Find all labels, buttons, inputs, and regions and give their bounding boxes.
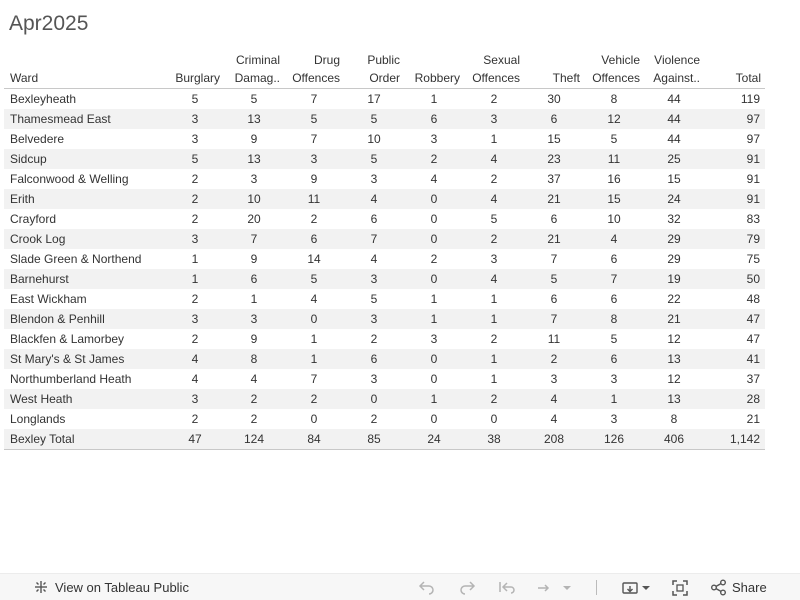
value-cell: 0 <box>430 371 438 386</box>
value-cell: 84 <box>284 429 344 450</box>
value-cell: 3 <box>166 389 224 409</box>
value-cell: 24 <box>404 429 464 450</box>
value-cell: 4 <box>524 389 584 409</box>
value-cell: 0 <box>284 309 344 329</box>
value-cell: 126 <box>584 429 644 450</box>
value-cell: 3 <box>550 371 558 386</box>
column-header-line2: Robbery <box>414 70 460 85</box>
value-cell: 1 <box>284 349 344 369</box>
value-cell: 17 <box>367 91 381 106</box>
value-cell: 5 <box>284 269 344 289</box>
value-cell: 3 <box>464 109 524 129</box>
value-cell: 5 <box>166 149 224 169</box>
fullscreen-button[interactable] <box>671 579 689 597</box>
value-cell: 4 <box>464 189 524 209</box>
column-header-line1: Violence <box>654 52 700 67</box>
ward-name-cell: Sidcup <box>4 149 166 169</box>
column-header-line2: Damag.. <box>234 70 280 85</box>
crime-table <box>4 50 765 450</box>
column-header-line1 <box>170 51 220 69</box>
value-cell: 10 <box>367 131 381 146</box>
value-cell: 29 <box>644 229 704 249</box>
value-cell: 1 <box>430 291 438 306</box>
value-cell: 3 <box>370 171 378 186</box>
column-header-line1 <box>528 51 580 69</box>
value-cell: 0 <box>430 411 438 426</box>
table-row[interactable] <box>4 309 765 329</box>
column-header-line1 <box>408 51 460 69</box>
download-icon <box>621 580 651 596</box>
value-cell: 208 <box>524 429 584 450</box>
column-header-line1: Criminal <box>235 52 280 67</box>
table-row[interactable] <box>4 329 765 349</box>
value-cell: 5 <box>610 331 618 346</box>
undo-button[interactable] <box>418 579 436 597</box>
value-cell: 11 <box>284 189 344 209</box>
revert-button[interactable] <box>498 579 516 597</box>
table-header-row <box>4 50 765 88</box>
value-cell: 44 <box>667 91 681 106</box>
value-cell: 2 <box>404 149 464 169</box>
value-cell: 11 <box>547 331 561 346</box>
value-cell: 3 <box>191 131 199 146</box>
total-cell: 37 <box>746 371 760 386</box>
value-cell: 2 <box>464 389 524 409</box>
value-cell: 7 <box>344 229 404 249</box>
value-cell: 8 <box>224 349 284 369</box>
ward-name-cell: Blackfen & Lamorbey <box>10 331 125 346</box>
column-header[interactable] <box>404 50 464 88</box>
column-header[interactable] <box>584 50 644 88</box>
value-cell: 44 <box>667 131 681 146</box>
value-cell: 7 <box>224 229 284 249</box>
value-cell: 6 <box>344 349 404 369</box>
value-cell: 24 <box>644 189 704 209</box>
refresh-icon <box>536 580 554 596</box>
value-cell: 1 <box>490 131 498 146</box>
table-row[interactable] <box>4 369 765 389</box>
value-cell: 0 <box>490 411 498 426</box>
total-cell: 91 <box>704 189 765 209</box>
fullscreen-icon <box>671 579 689 597</box>
value-cell: 1 <box>310 331 318 346</box>
table-row[interactable] <box>4 269 765 289</box>
ward-name-cell: Barnehurst <box>4 269 166 289</box>
column-header-line2: Burglary <box>175 70 220 85</box>
value-cell: 9 <box>250 131 258 146</box>
value-cell: 6 <box>550 291 558 306</box>
column-header-line2: Ward <box>10 70 39 85</box>
page-title: Apr2025 <box>9 12 89 35</box>
column-header-line2: Against.. <box>653 70 700 85</box>
column-header[interactable] <box>464 50 524 88</box>
value-cell: 3 <box>166 109 224 129</box>
value-cell: 5 <box>284 109 344 129</box>
value-cell: 5 <box>610 131 618 146</box>
ward-name-cell: Bexley Total <box>4 429 166 450</box>
value-cell: 1 <box>584 389 644 409</box>
value-cell: 7 <box>310 371 318 386</box>
column-header[interactable] <box>224 50 284 88</box>
value-cell: 5 <box>524 269 584 289</box>
value-cell: 4 <box>550 411 558 426</box>
value-cell: 4 <box>464 269 524 289</box>
value-cell: 0 <box>310 411 318 426</box>
column-header-line2: Offences <box>592 70 640 85</box>
value-cell: 9 <box>250 331 258 346</box>
column-header-line2: Theft <box>552 70 580 85</box>
column-header-line1: Vehicle <box>601 52 640 67</box>
value-cell: 7 <box>310 91 318 106</box>
value-cell: 3 <box>250 171 258 186</box>
value-cell: 3 <box>224 309 284 329</box>
value-cell: 5 <box>250 91 258 106</box>
value-cell: 6 <box>610 291 618 306</box>
value-cell: 9 <box>310 171 318 186</box>
ward-name-cell: Erith <box>4 189 166 209</box>
table-row[interactable] <box>4 88 765 109</box>
ward-name-cell: Belvedere <box>10 131 65 146</box>
column-header-line1 <box>10 51 162 69</box>
value-cell: 1 <box>430 91 438 106</box>
total-cell: 47 <box>704 309 765 329</box>
value-cell: 2 <box>310 211 318 226</box>
value-cell: 32 <box>667 211 681 226</box>
share-button[interactable] <box>710 579 767 596</box>
total-cell: 1,142 <box>704 429 765 450</box>
value-cell: 2 <box>191 291 199 306</box>
table-row[interactable] <box>4 149 765 169</box>
ward-name-cell: Blendon & Penhill <box>4 309 166 329</box>
value-cell: 2 <box>191 211 199 226</box>
value-cell: 3 <box>430 331 438 346</box>
value-cell: 2 <box>224 389 284 409</box>
column-header-line2: Offences <box>292 70 340 85</box>
column-header[interactable] <box>284 50 344 88</box>
value-cell: 406 <box>644 429 704 450</box>
table-row[interactable] <box>4 209 765 229</box>
value-cell: 4 <box>370 251 378 266</box>
total-cell: 28 <box>704 389 765 409</box>
value-cell: 3 <box>344 269 404 289</box>
value-cell: 2 <box>370 411 378 426</box>
value-cell: 4 <box>584 229 644 249</box>
value-cell: 10 <box>607 211 621 226</box>
value-cell: 6 <box>610 251 618 266</box>
value-cell: 6 <box>524 109 584 129</box>
column-header-line1: Public <box>367 52 400 67</box>
ward-name-cell: Longlands <box>10 411 66 426</box>
total-cell: 47 <box>746 331 760 346</box>
value-cell: 3 <box>344 309 404 329</box>
value-cell: 44 <box>644 109 704 129</box>
value-cell: 23 <box>524 149 584 169</box>
value-cell: 3 <box>370 371 378 386</box>
value-cell: 21 <box>644 309 704 329</box>
value-cell: 0 <box>404 189 464 209</box>
value-cell: 37 <box>547 171 561 186</box>
value-cell: 85 <box>344 429 404 450</box>
column-header-line2: Total <box>735 70 761 85</box>
value-cell: 6 <box>284 229 344 249</box>
value-cell: 13 <box>224 109 284 129</box>
ward-name-cell: Bexleyheath <box>10 91 77 106</box>
table-row[interactable] <box>4 349 765 369</box>
column-header-ward[interactable] <box>4 50 166 88</box>
value-cell: 2 <box>370 331 378 346</box>
value-cell: 1 <box>404 309 464 329</box>
toolbar-divider <box>596 580 597 595</box>
value-cell: 15 <box>547 131 561 146</box>
value-cell: 2 <box>191 171 199 186</box>
value-cell: 4 <box>191 371 199 386</box>
value-cell: 124 <box>224 429 284 450</box>
value-cell: 21 <box>524 189 584 209</box>
total-cell: 91 <box>704 149 765 169</box>
table-body <box>4 88 765 449</box>
column-header[interactable] <box>524 50 584 88</box>
value-cell: 11 <box>584 149 644 169</box>
value-cell: 19 <box>644 269 704 289</box>
value-cell: 4 <box>166 349 224 369</box>
value-cell: 16 <box>607 171 621 186</box>
ward-name-cell: Crook Log <box>4 229 166 249</box>
ward-name-cell: East Wickham <box>10 291 87 306</box>
total-cell: 41 <box>704 349 765 369</box>
ward-name-cell: St Mary's & St James <box>4 349 166 369</box>
total-cell: 50 <box>704 269 765 289</box>
column-header-line1 <box>708 51 761 69</box>
column-header-line1: Sexual <box>483 52 520 67</box>
total-cell: 83 <box>746 211 760 226</box>
total-cell: 91 <box>746 171 760 186</box>
ward-name-cell: Falconwood & Welling <box>10 171 129 186</box>
value-cell: 6 <box>404 109 464 129</box>
view-on-tableau-public-link[interactable] <box>33 579 189 595</box>
value-cell: 1 <box>404 389 464 409</box>
value-cell: 1 <box>166 269 224 289</box>
table-row[interactable] <box>4 169 765 189</box>
value-cell: 13 <box>644 389 704 409</box>
value-cell: 13 <box>644 349 704 369</box>
value-cell: 20 <box>247 211 261 226</box>
value-cell: 13 <box>224 149 284 169</box>
value-cell: 1 <box>464 309 524 329</box>
ward-name-cell: Thamesmead East <box>4 109 166 129</box>
table-row[interactable] <box>4 189 765 209</box>
value-cell: 7 <box>524 309 584 329</box>
value-cell: 6 <box>370 211 378 226</box>
value-cell: 0 <box>344 389 404 409</box>
value-cell: 3 <box>610 411 618 426</box>
table-row[interactable] <box>4 249 765 269</box>
value-cell: 4 <box>464 149 524 169</box>
column-header-line2: Offences <box>472 70 520 85</box>
value-cell: 1 <box>250 291 258 306</box>
value-cell: 9 <box>250 251 258 266</box>
total-cell: 79 <box>704 229 765 249</box>
value-cell: 1 <box>464 349 524 369</box>
value-cell: 5 <box>370 291 378 306</box>
value-cell: 5 <box>490 211 498 226</box>
chevron-down-icon <box>562 584 572 592</box>
redo-icon <box>458 580 476 596</box>
value-cell: 1 <box>490 291 498 306</box>
value-cell: 3 <box>430 131 438 146</box>
value-cell: 4 <box>344 189 404 209</box>
value-cell: 38 <box>464 429 524 450</box>
value-cell: 3 <box>166 309 224 329</box>
download-button[interactable] <box>620 579 652 597</box>
value-cell: 4 <box>250 371 258 386</box>
value-cell: 3 <box>166 229 224 249</box>
value-cell: 2 <box>490 171 498 186</box>
value-cell: 30 <box>547 91 561 106</box>
value-cell: 8 <box>610 91 618 106</box>
value-cell: 2 <box>490 331 498 346</box>
table-row[interactable] <box>4 409 765 429</box>
value-cell: 10 <box>224 189 284 209</box>
column-header-line1: Drug <box>313 52 340 67</box>
value-cell: 6 <box>224 269 284 289</box>
value-cell: 15 <box>667 171 681 186</box>
value-cell: 15 <box>584 189 644 209</box>
value-cell: 2 <box>284 389 344 409</box>
value-cell: 0 <box>404 229 464 249</box>
total-cell: 97 <box>746 131 760 146</box>
table-row[interactable] <box>4 389 765 409</box>
value-cell: 5 <box>344 149 404 169</box>
revert-icon <box>498 580 516 596</box>
table-row[interactable] <box>4 129 765 149</box>
value-cell: 2 <box>430 251 438 266</box>
value-cell: 7 <box>550 251 558 266</box>
tableau-logo-icon <box>33 579 49 595</box>
value-cell: 6 <box>550 211 558 226</box>
tableau-toolbar <box>0 573 800 600</box>
column-header[interactable] <box>704 50 765 88</box>
value-cell: 2 <box>464 229 524 249</box>
value-cell: 0 <box>404 269 464 289</box>
value-cell: 3 <box>610 371 618 386</box>
share-label: Share <box>732 580 767 595</box>
value-cell: 4 <box>430 171 438 186</box>
crime-table-container <box>4 50 765 450</box>
value-cell: 2 <box>191 411 199 426</box>
total-cell: 21 <box>746 411 760 426</box>
value-cell: 8 <box>584 309 644 329</box>
ward-name-cell: West Heath <box>4 389 166 409</box>
value-cell: 2 <box>166 189 224 209</box>
value-cell: 14 <box>307 251 321 266</box>
value-cell: 6 <box>584 349 644 369</box>
value-cell: 2 <box>191 331 199 346</box>
column-header[interactable] <box>166 50 224 88</box>
column-header[interactable] <box>344 50 404 88</box>
value-cell: 2 <box>250 411 258 426</box>
total-cell: 48 <box>746 291 760 306</box>
table-row[interactable] <box>4 289 765 309</box>
table-row[interactable] <box>4 109 765 129</box>
value-cell: 3 <box>490 251 498 266</box>
view-on-tableau-label: View on Tableau Public <box>55 579 189 595</box>
value-cell: 12 <box>667 331 681 346</box>
value-cell: 0 <box>430 211 438 226</box>
value-cell: 3 <box>284 149 344 169</box>
value-cell: 47 <box>166 429 224 450</box>
value-cell: 1 <box>191 251 199 266</box>
column-header[interactable] <box>644 50 704 88</box>
value-cell: 5 <box>191 91 199 106</box>
value-cell: 5 <box>344 109 404 129</box>
value-cell: 4 <box>310 291 318 306</box>
value-cell: 8 <box>670 411 678 426</box>
value-cell: 1 <box>490 371 498 386</box>
table-row[interactable] <box>4 229 765 249</box>
share-icon <box>710 579 727 596</box>
value-cell: 12 <box>667 371 681 386</box>
redo-button[interactable] <box>458 579 476 597</box>
refresh-button[interactable] <box>536 579 554 597</box>
value-cell: 12 <box>584 109 644 129</box>
ward-name-cell: Northumberland Heath <box>10 371 132 386</box>
total-cell: 97 <box>704 109 765 129</box>
total-cell: 75 <box>746 251 760 266</box>
value-cell: 0 <box>404 349 464 369</box>
value-cell: 7 <box>310 131 318 146</box>
ward-name-cell: Crayford <box>10 211 57 226</box>
value-cell: 2 <box>490 91 498 106</box>
value-cell: 2 <box>524 349 584 369</box>
ward-name-cell: Slade Green & Northend <box>10 251 142 266</box>
value-cell: 21 <box>524 229 584 249</box>
value-cell: 25 <box>644 149 704 169</box>
undo-icon <box>418 580 436 596</box>
refresh-dropdown-button[interactable] <box>561 579 573 597</box>
value-cell: 7 <box>584 269 644 289</box>
grand-total-row[interactable] <box>4 429 765 450</box>
value-cell: 22 <box>667 291 681 306</box>
total-cell: 119 <box>740 91 760 106</box>
column-header-line2: Order <box>369 70 400 85</box>
value-cell: 29 <box>667 251 681 266</box>
